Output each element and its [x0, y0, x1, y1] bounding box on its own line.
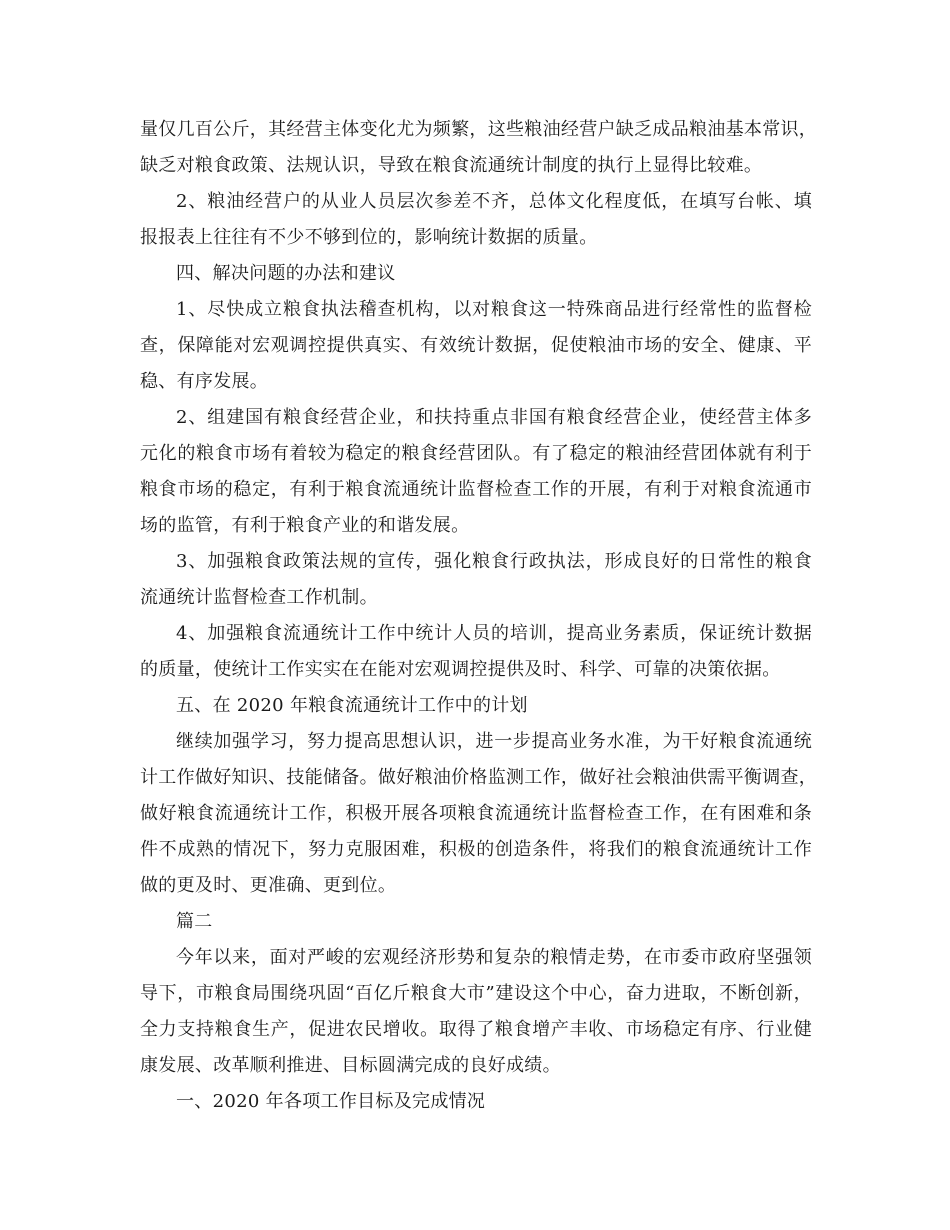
text-line: 篇二 — [176, 911, 213, 932]
text-line: 量仅几百公斤，其经营主体变化尤为频繁，这些粮油经营户缺乏成品粮油基本常识， — [140, 119, 818, 140]
text-line: 2、粮油经营户的从业人员层次参差不齐，总体文化程度低，在填写台帐、填 — [176, 191, 812, 212]
text-line: 缺乏对粮食政策、法规认识，导致在粮食流通统计制度的执行上显得比较难。 — [140, 155, 763, 176]
text-line: 做好粮食流通统计工作，积极开展各项粮食流通统计监督检查工作，在有困难和条 — [140, 803, 812, 824]
text-line: 1、尽快成立粮食执法稽查机构，以对粮食这一特殊商品进行经常性的监督检 — [176, 299, 812, 320]
text-line: 元化的粮食市场有着较为稳定的粮食经营团队。有了稳定的粮油经营团体就有利于 — [140, 443, 812, 464]
text-line: 做的更及时、更准确、更到位。 — [140, 875, 397, 896]
text-line: 4、加强粮食流通统计工作中统计人员的培训，提高业务素质，保证统计数据 — [176, 623, 812, 644]
text-line: 导下，市粮食局围绕巩固“百亿斤粮食大市”建设这个中心，奋力进取，不断创新， — [140, 983, 812, 1004]
text-line: 场的监管，有利于粮食产业的和谐发展。 — [140, 515, 470, 536]
text-line: 粮食市场的稳定，有利于粮食流通统计监督检查工作的开展，有利于对粮食流通市 — [140, 479, 812, 500]
text-line: 3、加强粮食政策法规的宣传，强化粮食行政执法，形成良好的日常性的粮食 — [176, 551, 812, 572]
text-line: 稳、有序发展。 — [140, 371, 269, 392]
text-line: 流通统计监督检查工作机制。 — [140, 587, 378, 608]
text-line: 全力支持粮食生产，促进农民增收。取得了粮食增产丰收、市场稳定有序、行业健 — [140, 1019, 812, 1040]
text-line: 件不成熟的情况下，努力克服困难，积极的创造条件，将我们的粮食流通统计工作 — [140, 839, 812, 860]
text-line: 今年以来，面对严峻的宏观经济形势和复杂的粮情走势，在市委市政府坚强领 — [176, 947, 812, 968]
text-line: 计工作做好知识、技能储备。做好粮油价格监测工作，做好社会粮油供需平衡调查， — [140, 767, 818, 788]
text-line: 继续加强学习，努力提高思想认识，进一步提高业务水准，为干好粮食流通统 — [176, 731, 812, 752]
text-line: 2、组建国有粮食经营企业，和扶持重点非国有粮食经营企业，使经营主体多 — [176, 407, 812, 428]
text-line: 报报表上往往有不少不够到位的，影响统计数据的质量。 — [140, 227, 598, 248]
text-line: 的质量，使统计工作实实在在能对宏观调控提供及时、科学、可靠的决策依据。 — [140, 659, 781, 680]
text-line: 四、解决问题的办法和建议 — [176, 263, 396, 284]
text-line: 查，保障能对宏观调控提供真实、有效统计数据，促使粮油市场的安全、健康、平 — [140, 335, 812, 356]
text-line: 一、2020 年各项工作目标及完成情况 — [176, 1091, 486, 1112]
document-body — [140, 112, 818, 1120]
text-line: 康发展、改革顺利推进、目标圆满完成的良好成绩。 — [140, 1055, 561, 1076]
text-line: 五、在 2020 年粮食流通统计工作中的计划 — [176, 695, 528, 716]
